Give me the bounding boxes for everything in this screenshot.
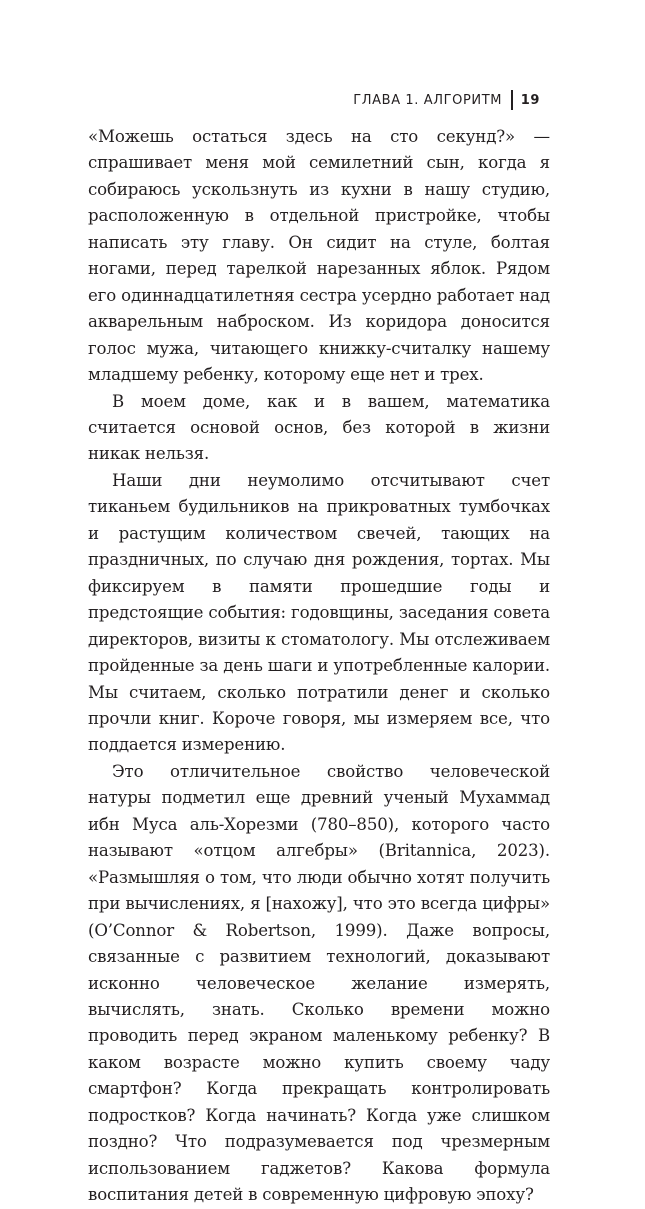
paragraph-4: Это отличительное свойство человеческой натуры подметил еще древний ученый Мухаммад ибн Муса аль-Хорезми (780–850), которого часто называют «отцом алгебры» (Britannica, 2023). «Размышляя о том, что люди обычно хотят получить при вычислениях, я [нахожу], что это всегда цифры» (O’Connor & Robertson, 1999). Даже вопросы, связанные с развитием технологий, доказывают исконно человеческое желание измерять, вычислять, знать. Сколько времени можно проводить перед экраном маленькому ребенку? В каком возрасте можно купить своему чаду смартфон? Когда прекращать контролировать подростков? Когда начинать? Когда уже слишком поздно? Что подразумевается под чрезмерным использованием гаджетов? Какова формула воспитания детей в современную цифровую эпоху? [88, 761, 550, 1205]
chapter-title: ГЛАВА 1. АЛГОРИТМ [353, 92, 503, 108]
paragraph-1: «Можешь остаться здесь на сто секунд?» — спрашивает меня мой семилетний сын, когда я собираюсь ускользнуть из кухни в нашу студию, расположенную в отдельной пристройке, чтобы написать эту главу. Он сидит на стуле, болтая ногами, перед тарелкой нарезанных яблок. Рядом его одиннадцатилетняя сестра усердно работает над акварельным наброском. Из коридора доносится голос мужа, читающего книжку-считалку нашему младшему ребенку, которому еще нет и трех. [88, 127, 550, 385]
body-text [88, 124, 550, 1209]
paragraph-3: Наши дни неумолимо отсчитывают счет тиканьем будильников на прикроватных тумбочках и растущим количеством свечей, тающих на праздничных, по случаю дня рождения, тортах. Мы фиксируем в памяти прошедшие годы и предстоящие события: годовщины, заседания совета директоров, визиты к стоматологу. Мы отслеживаем пройденные за день шаги и употребленные калории. Мы считаем, сколько потратили денег и сколько прочли книг. Короче говоря, мы измеряем все, что поддается измерению. [88, 470, 550, 755]
header-divider [511, 90, 513, 110]
paragraph-2: В моем доме, как и в вашем, математика считается основой основ, без которой в жизни никак нельзя. [88, 391, 550, 464]
page-number: 19 [520, 92, 540, 108]
running-head [353, 88, 540, 112]
